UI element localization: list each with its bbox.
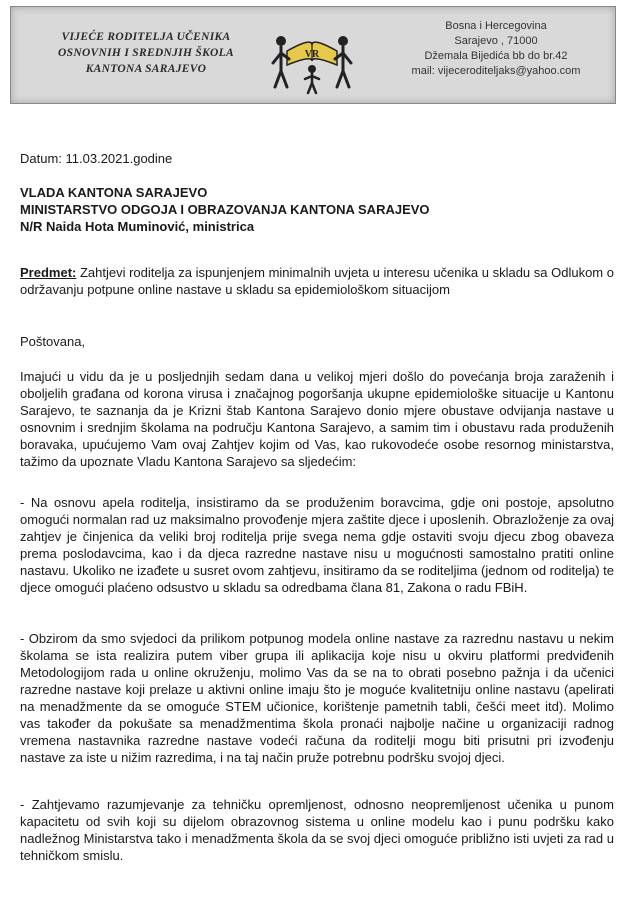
- organization-name: [41, 29, 251, 77]
- paragraph-request-2: - Obzirom da smo svjedoci da prilikom potpunog modela online nastave za razrednu nastavu u nekim školama se ista realizira putem viber grupa ili aplikacija koje nisu u okviru platformi predviđenih Metodologijom rada u online okruženju, molimo Vas da se na to obrati posebno pažnja i da učenici razredne nastave koji prelaze u aktivni online imaju što je moguće kvalitetniju online nastavu (apelirati na menadžmente da se omoguće STEM učionice, korištenje pametnih tabli, češći meet itd). Molimo vas također da pokušate sa menadžmentima škola pronaći najbolje načine u organizaciji radnog vremena nastavnika razredne nastave vodeći računa da roditelji mogu biti prisutni pri izvođenju nastave za iste u nižim razredima, i na taj način pruže potrebnu podršku svojoj djeci.: [20, 631, 614, 765]
- org-line-2: OSNOVNIH I SREDNJIH ŠKOLA: [58, 47, 234, 59]
- recipient-block: [20, 184, 430, 235]
- paragraph-request-1: - Na osnovu apela roditelja, insistiramo da se produženim boravcima, gdje oni postoje, apsolutno omogući normalan rad uz maksimalno provođenje mjera zaštite djece i uposlenih. Obrazloženje za ovaj zahtjev je činjenica da veliki broj roditelja prije svega nema gdje ostaviti svoju djecu zbog obaveza prema poslodavcima, kao i da djeca razredne nastave nisu u mogućnosti samostalno pratiti online nastavu. Ukoliko ne izađete u susret ovom zahtjevu, insitiramo da se roditeljima (jednom od roditelja) te djece omogući plaćeno odsustvo u skladu sa odredbama člana 81, Zakona o radu FBiH.: [20, 495, 614, 595]
- paragraph-intro: Imajući u vidu da je u posljednjih sedam dana u velikoj mjeri došlo do povećanja broja zaraženih i oboljelih građana od korona virusa i značajnog pogoršanja ukupne epidemiološke situacije u Kantonu Sarajevo, te saznanja da je Krizni štab Kantona Sarajevo donio mjere obustave odvijanja nastave u osnovnim i srednjim školama na području Kantona Sarajevo, a samim tim i obustavu rada produženih boravaka, upućujemo Vam ovaj Zahtjev kojim od Vas, kao rukovodeće osobe resornog ministarstva, tažimo da upoznate Vladu Kantona Sarajevo sa sljedećim:: [20, 369, 614, 469]
- org-line-1: VIJEĆE RODITELJA UČENIKA: [61, 31, 231, 43]
- letterhead: [10, 6, 616, 104]
- address-line-2: Sarajevo , 71000: [454, 35, 538, 47]
- address-line-1: Bosna i Hercegovina: [445, 20, 547, 32]
- organization-address: [391, 19, 601, 79]
- recipient-line-1: VLADA KANTONA SARAJEVO: [20, 185, 208, 200]
- address-email: mail: vijeceroditeljaks@yahoo.com: [411, 65, 581, 77]
- address-line-3: Džemala Bijedića bb do br.42: [424, 50, 568, 62]
- vr-logo-icon: [269, 11, 355, 97]
- greeting: Poštovana,: [20, 334, 86, 349]
- org-line-3: KANTONA SARAJEVO: [85, 63, 207, 75]
- recipient-line-3: N/R Naida Hota Muminović, ministrica: [20, 219, 255, 234]
- subject-line: [20, 264, 614, 298]
- logo-initials: VR: [304, 49, 320, 60]
- letter-date: Datum: 11.03.2021.godine: [20, 151, 173, 166]
- subject-text: Zahtjevi roditelja za ispunjenjem minimalnih uvjeta u interesu učenika u skladu sa Odlukom o održavanju potpune online nastave u skladu sa epidemiološkom situacijom: [20, 265, 614, 297]
- subject-label: Predmet:: [20, 265, 77, 280]
- recipient-line-2: MINISTARSTVO ODGOJA I OBRAZOVANJA KANTONA SARAJEVO: [20, 202, 430, 217]
- paragraph-request-3: - Zahtjevamo razumjevanje za tehničku opremljenost, odnosno neopremljenost učenika u punom kapacitetu od svih koji su dijelom obrazovnog sistema u online modelu kao i punu podršku kako nadležnog Ministarstva tako i menadžmenta škola da se svoj djeci omoguće približno isti uvjeti za rad u tehničkom smislu.: [20, 797, 614, 863]
